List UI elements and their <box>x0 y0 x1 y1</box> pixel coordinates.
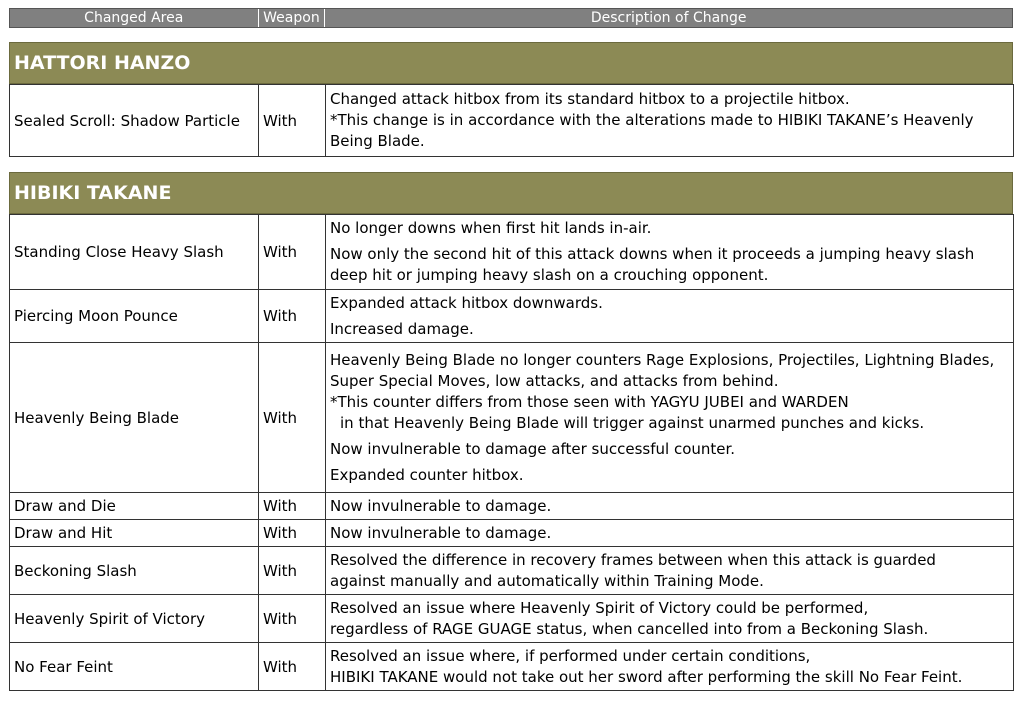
changed-area-cell: Piercing Moon Pounce <box>10 290 259 343</box>
description-line: deep hit or jumping heavy slash on a crouching opponent. <box>330 266 769 284</box>
table-row <box>10 215 1014 290</box>
column-header <box>9 8 1013 28</box>
description-line: HIBIKI TAKANE would not take out her sword after performing the skill No Fear Feint. <box>330 667 963 686</box>
description-line: Resolved an issue where, if performed under certain conditions, <box>330 646 811 665</box>
changed-area-cell: Heavenly Spirit of Victory <box>10 595 259 643</box>
column-header-area: Changed Area <box>10 9 259 27</box>
description-cell <box>326 643 1014 691</box>
description-cell <box>326 595 1014 643</box>
table-row <box>10 290 1014 343</box>
changed-area-cell: No Fear Feint <box>10 643 259 691</box>
description-cell <box>326 343 1014 493</box>
description-line: Now invulnerable to damage. <box>330 496 552 515</box>
weapon-cell: With <box>259 595 326 643</box>
changes-table-hibiki-takane <box>9 214 1014 691</box>
description-line: Heavenly Being Blade no longer counters Rage Explosions, Projectiles, Lightning Blades, <box>330 350 995 369</box>
changed-area-cell: Draw and Hit <box>10 520 259 547</box>
description-line: in that Heavenly Being Blade will trigger against unarmed punches and kicks. <box>340 413 925 432</box>
description-line: Super Special Moves, low attacks, and attacks from behind. <box>330 371 779 390</box>
weapon-cell: With <box>259 290 326 343</box>
changed-area-cell: Sealed Scroll: Shadow Particle <box>10 85 259 157</box>
description-cell <box>326 215 1014 290</box>
description-line: No longer downs when first hit lands in-air. <box>330 219 652 237</box>
description-line: regardless of RAGE GUAGE status, when cancelled into from a Beckoning Slash. <box>330 619 929 638</box>
description-cell <box>326 290 1014 343</box>
description-line: Now invulnerable to damage after successful counter. <box>330 439 736 458</box>
description-line: Resolved an issue where Heavenly Spirit of Victory could be performed, <box>330 598 869 617</box>
changed-area-cell: Beckoning Slash <box>10 547 259 595</box>
table-row <box>10 493 1014 520</box>
description-line: *This change is in accordance with the alterations made to HIBIKI TAKANE’s Heavenly <box>330 111 974 129</box>
section-title-hibiki-takane: HIBIKI TAKANE <box>9 172 1013 214</box>
description-line: Increased damage. <box>330 319 474 338</box>
description-line: Changed attack hitbox from its standard hitbox to a projectile hitbox. <box>330 90 850 108</box>
table-row <box>10 343 1014 493</box>
weapon-cell: With <box>259 547 326 595</box>
weapon-cell: With <box>259 215 326 290</box>
weapon-cell: With <box>259 643 326 691</box>
description-cell <box>326 85 1014 157</box>
description-cell <box>326 493 1014 520</box>
weapon-cell: With <box>259 343 326 493</box>
table-row <box>10 595 1014 643</box>
table-row <box>10 85 1014 157</box>
description-line: against manually and automatically within Training Mode. <box>330 571 764 590</box>
table-row <box>10 643 1014 691</box>
description-line: Expanded counter hitbox. <box>330 465 524 484</box>
weapon-cell: With <box>259 520 326 547</box>
changed-area-cell: Standing Close Heavy Slash <box>10 215 259 290</box>
column-header-description: Description of Change <box>590 10 747 26</box>
section-title-hattori-hanzo: HATTORI HANZO <box>9 42 1013 84</box>
description-line: Expanded attack hitbox downwards. <box>330 293 603 312</box>
weapon-cell: With <box>259 85 326 157</box>
weapon-cell: With <box>259 493 326 520</box>
description-cell <box>326 520 1014 547</box>
description-line: Resolved the difference in recovery frames between when this attack is guarded <box>330 550 936 569</box>
column-header-weapon: Weapon <box>259 9 326 27</box>
table-row <box>10 547 1014 595</box>
changed-area-cell: Heavenly Being Blade <box>10 343 259 493</box>
description-line: Being Blade. <box>330 132 425 150</box>
description-line: Now only the second hit of this attack downs when it proceeds a jumping heavy slash <box>330 245 975 263</box>
changes-table-hattori-hanzo <box>9 84 1014 157</box>
table-row <box>10 520 1014 547</box>
changed-area-cell: Draw and Die <box>10 493 259 520</box>
description-line: *This counter differs from those seen with YAGYU JUBEI and WARDEN <box>330 392 849 411</box>
description-line: Now invulnerable to damage. <box>330 523 552 542</box>
description-cell <box>326 547 1014 595</box>
